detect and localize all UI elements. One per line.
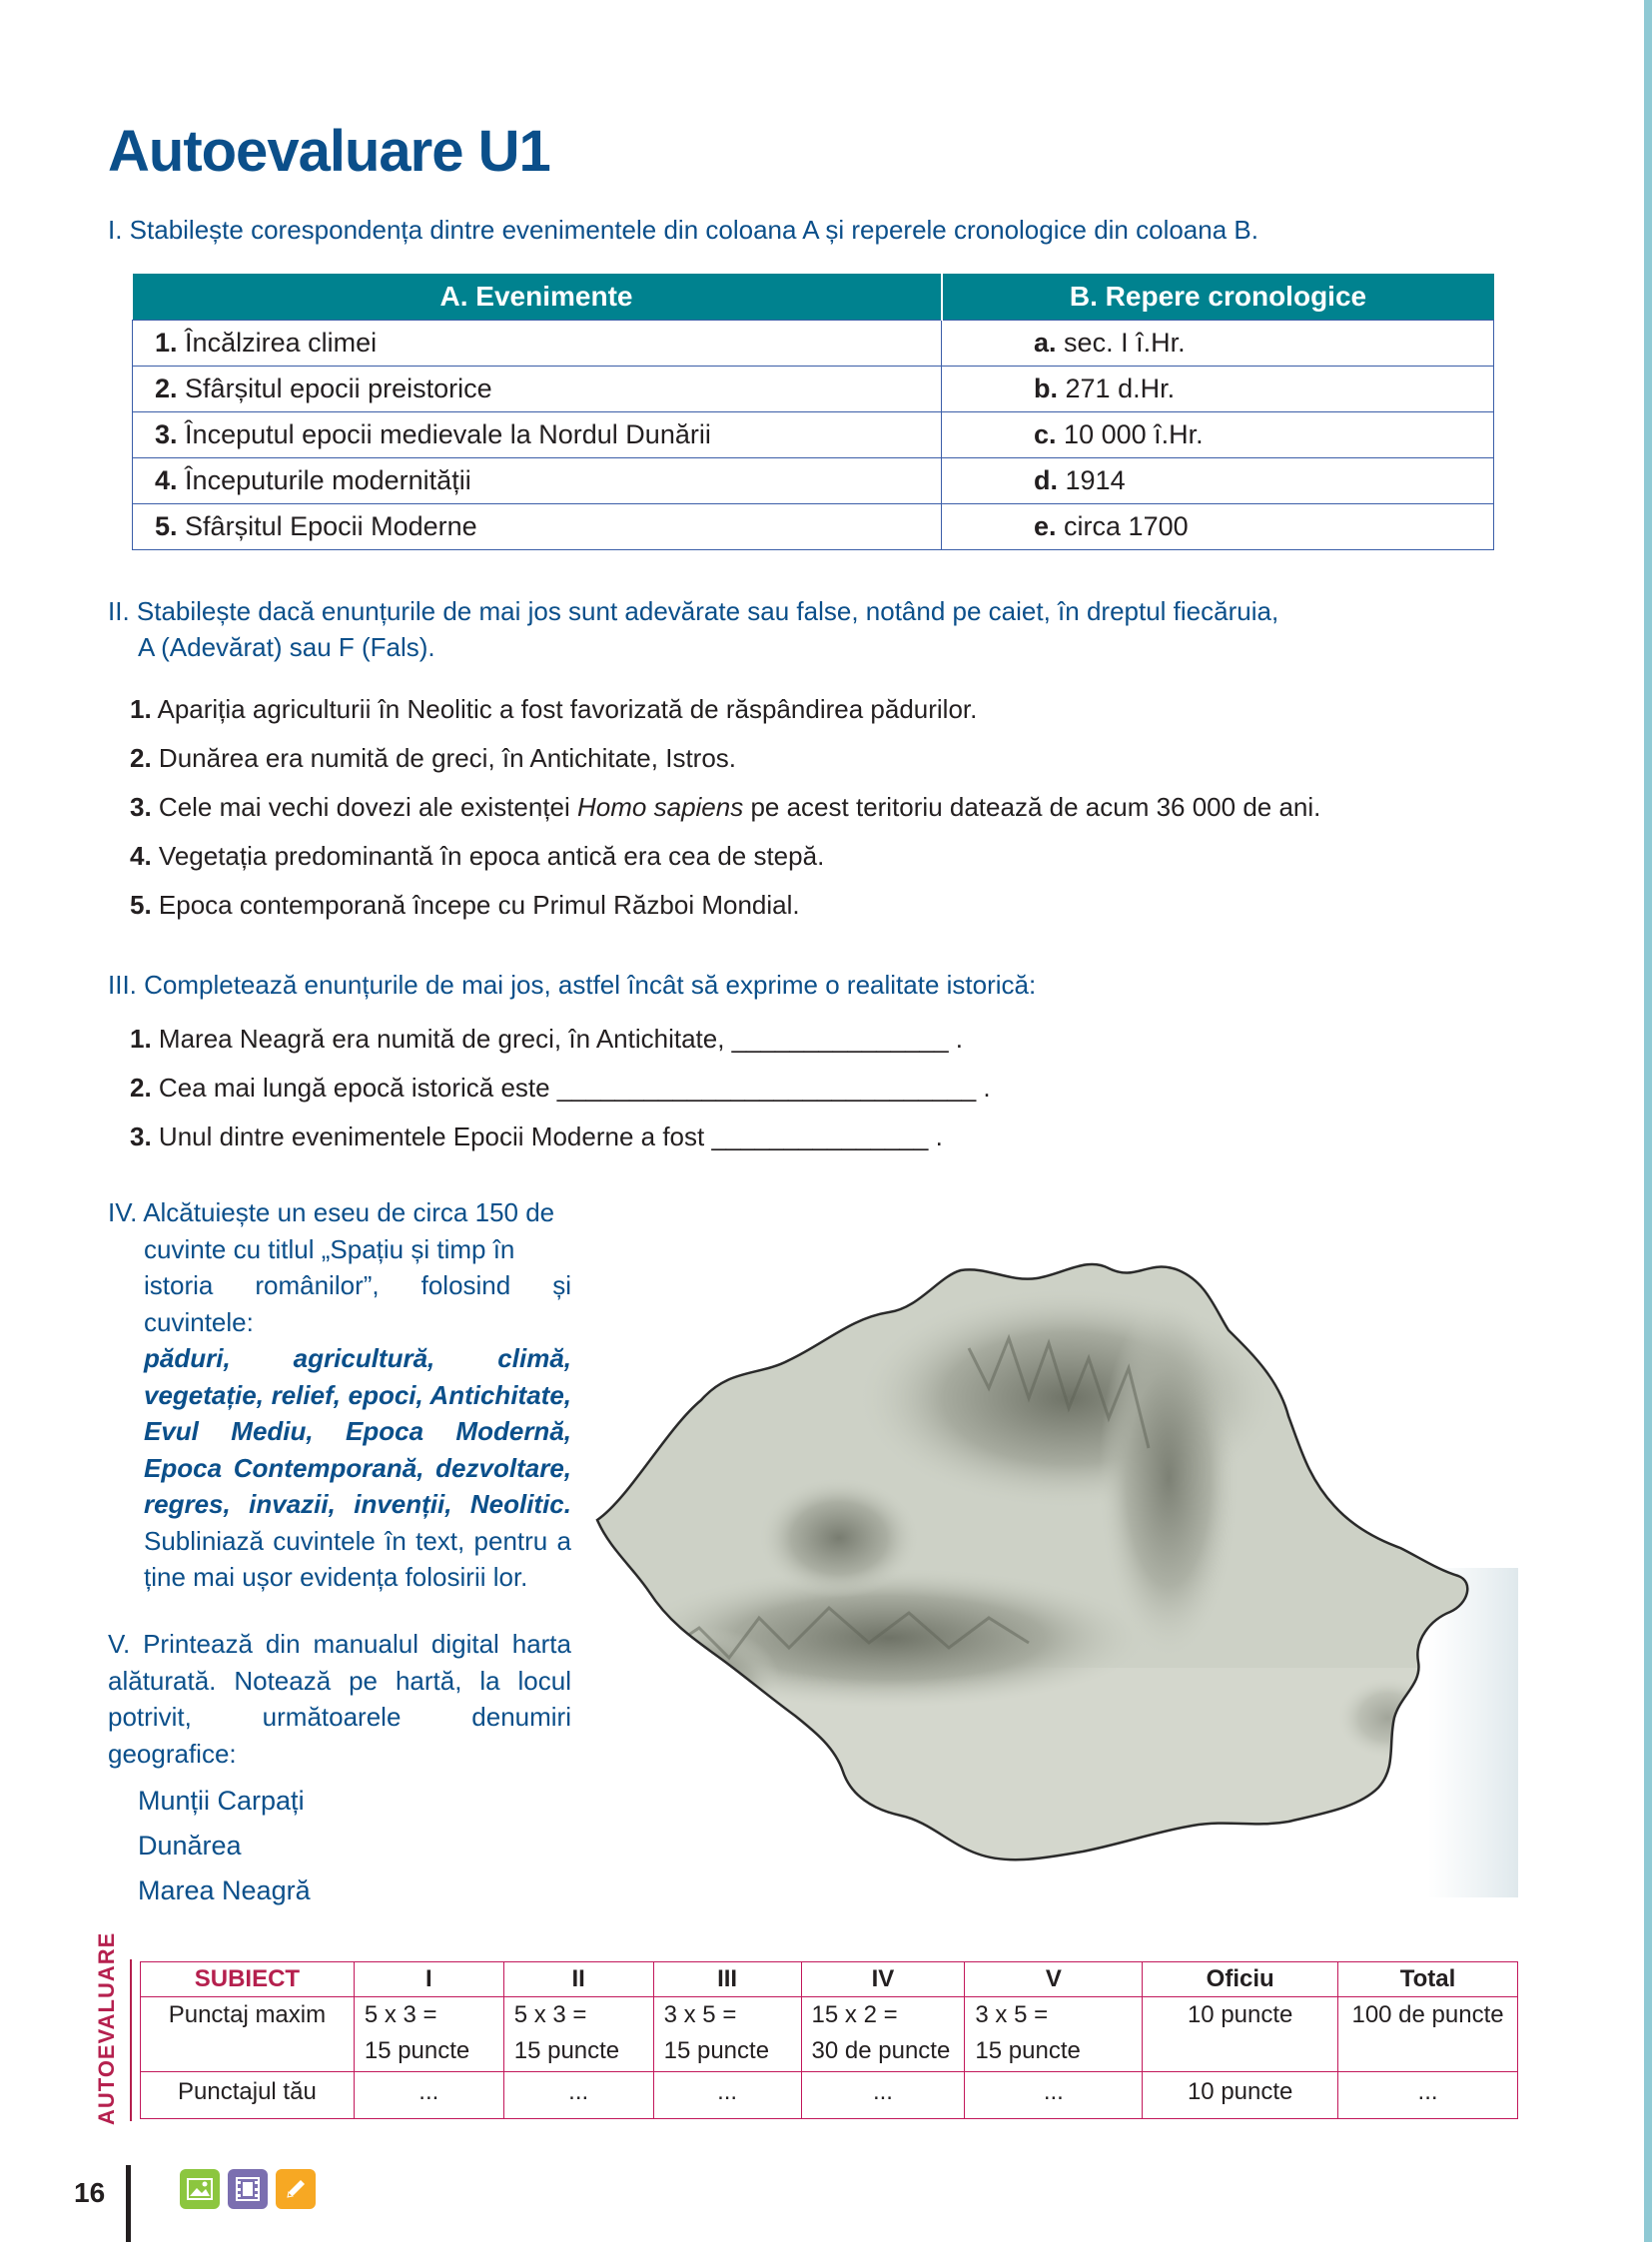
event-text: Începuturile modernității: [185, 465, 471, 495]
row-letter: a.: [1034, 328, 1057, 358]
section1-prompt: I. Stabilește corespondența dintre evenimentele din coloana A și reperele cronologice din coloana B.: [108, 215, 1258, 245]
country-shape: [589, 1248, 1518, 1897]
item-number: 4.: [130, 841, 152, 871]
completion-list: [130, 1019, 991, 1165]
section4-essay-prompt: [108, 1194, 571, 1596]
video-icon[interactable]: [228, 2169, 268, 2209]
your-score-cell: ...: [354, 2072, 503, 2119]
max-formula: 5 x 3 =: [364, 2001, 437, 2028]
header-subiect: SUBIECT: [141, 1962, 355, 1997]
list-item: [130, 836, 1320, 885]
header-v: V: [965, 1962, 1143, 1997]
item-text: Vegetația predominantă în epoca antică era cea de stepă.: [158, 841, 825, 871]
table-row: [133, 504, 1494, 550]
section3-prompt: III. Completează enunțurile de mai jos, astfel încât să exprime o realitate istorică:: [108, 970, 1037, 1000]
your-score-cell: ...: [965, 2072, 1143, 2119]
item-number: 3.: [130, 792, 152, 822]
table-row: [133, 458, 1494, 504]
item-text: Apariția agriculturii în Neolitic a fost favorizată de răspândirea pădurilor.: [157, 694, 978, 724]
max-points: 15 puncte: [364, 2037, 470, 2064]
header-oficiu: Oficiu: [1143, 1962, 1338, 1997]
row-letter: b.: [1034, 374, 1058, 403]
image-icon[interactable]: [180, 2169, 220, 2209]
page-title: Autoevaluare U1: [108, 119, 550, 184]
item-text: Unul dintre evenimentele Epocii Moderne a fost _______________ .: [158, 1121, 943, 1151]
date-text: circa 1700: [1064, 511, 1189, 541]
date-text: 1914: [1065, 465, 1126, 495]
max-points: 15 puncte: [513, 2037, 620, 2064]
item-text-after: pe acest teritoriu datează de acum 36 000 de ani.: [743, 792, 1321, 822]
your-score-cell: ...: [503, 2072, 653, 2119]
item-text: Epoca contemporană începe cu Primul Război Mondial.: [158, 890, 800, 920]
max-cell: [653, 1997, 801, 2072]
list-item: [130, 885, 1320, 934]
pencil-icon[interactable]: [276, 2169, 316, 2209]
table-row: [133, 412, 1494, 458]
geo-name-carpati: Munții Carpați: [138, 1786, 305, 1816]
page-number: 16: [74, 2177, 106, 2208]
digital-resource-icons: [180, 2169, 316, 2209]
row-number: 3.: [155, 419, 178, 449]
section4-keywords: păduri, agricultură, climă, vegetație, relief, epoci, Antichitate, Evul Mediu, Epoca Modernă, Epoca Contemporană, dezvoltare, regres, invazii, invenții, Neolitic.: [144, 1343, 571, 1519]
section5-prompt: V. Printează din manualul digital harta alăturată. Notează pe hartă, la locul potrivit, următoarele denumiri geografice:: [108, 1629, 571, 1769]
max-formula: 5 x 3 =: [513, 2001, 587, 2028]
max-points: 30 de puncte: [811, 2037, 951, 2064]
score-header-row: [141, 1962, 1518, 1997]
header-i: I: [354, 1962, 503, 1997]
autoevaluare-side-label: AUTOEVALUARE: [94, 1931, 119, 2125]
max-score-row: [141, 1997, 1518, 2072]
row-number: 4.: [155, 465, 178, 495]
your-score-cell: ...: [801, 2072, 965, 2119]
item-number: 1.: [130, 694, 152, 724]
event-text: Sfârșitul Epocii Moderne: [185, 511, 477, 541]
table-row: [133, 321, 1494, 367]
correspondence-table: [132, 274, 1494, 550]
item-text-before: Cele mai vechi dovezi ale existenței: [158, 792, 578, 822]
table-row: [133, 367, 1494, 412]
max-cell: [801, 1997, 965, 2072]
header-iii: III: [653, 1962, 801, 1997]
column-b-header: B. Repere cronologice: [942, 274, 1494, 321]
item-number: 2.: [130, 1073, 152, 1103]
item-text-italic: Homo sapiens: [577, 792, 744, 822]
row-letter: e.: [1034, 511, 1057, 541]
column-a-header: A. Evenimente: [133, 274, 942, 321]
event-text: Începutul epocii medievale la Nordul Dunării: [185, 419, 711, 449]
header-iv: IV: [801, 1962, 965, 1997]
romania-relief-map: [589, 1248, 1518, 1897]
score-table: [140, 1961, 1518, 2119]
date-text: 271 d.Hr.: [1065, 374, 1176, 403]
item-number: 3.: [130, 1121, 152, 1151]
your-score-label: Punctajul tău: [141, 2072, 355, 2119]
item-text: Dunărea era numită de greci, în Antichitate, Istros.: [158, 743, 737, 773]
header-total: Total: [1338, 1962, 1518, 1997]
your-oficiu: 10 puncte: [1143, 2072, 1338, 2119]
row-number: 1.: [155, 328, 178, 358]
section2-prompt: [108, 593, 1506, 665]
list-item: [130, 1117, 991, 1165]
section2-prompt-line1: II. Stabilește dacă enunțurile de mai jos sunt adevărate sau false, notând pe caiet, în dreptul fiecăruia,: [108, 596, 1279, 626]
section2-prompt-line2: A (Adevărat) sau F (Fals).: [138, 632, 435, 662]
side-divider: [130, 1959, 132, 2121]
row-number: 2.: [155, 374, 178, 403]
section4-line1: IV. Alcătuiește un eseu de circa 150 de: [108, 1197, 555, 1227]
max-cell: [503, 1997, 653, 2072]
max-formula: 3 x 5 =: [663, 2001, 737, 2028]
list-item: [130, 1068, 991, 1117]
row-letter: d.: [1034, 465, 1058, 495]
geo-name-marea-neagra: Marea Neagră: [138, 1875, 311, 1905]
max-oficiu: 10 puncte: [1143, 1997, 1338, 2072]
item-number: 1.: [130, 1024, 152, 1054]
max-score-label: Punctaj maxim: [141, 1997, 355, 2072]
date-text: sec. I î.Hr.: [1064, 328, 1186, 358]
list-item: [130, 787, 1320, 836]
row-letter: c.: [1034, 419, 1057, 449]
section4-line2: cuvinte cu titlul „Spațiu și timp în: [144, 1233, 515, 1264]
event-text: Încălzirea climei: [185, 328, 378, 358]
max-points: 15 puncte: [663, 2037, 770, 2064]
item-number: 5.: [130, 890, 152, 920]
max-points: 15 puncte: [975, 2037, 1081, 2064]
section4-line3: istoria românilor”, folosind și cuvintele:: [144, 1270, 571, 1337]
true-false-list: [130, 689, 1320, 934]
max-formula: 3 x 5 =: [975, 2001, 1049, 2028]
date-text: 10 000 î.Hr.: [1064, 419, 1204, 449]
list-item: [130, 689, 1320, 738]
max-total: 100 de puncte: [1338, 1997, 1518, 2072]
list-item: [130, 738, 1320, 787]
your-score-cell: ...: [653, 2072, 801, 2119]
max-cell: [354, 1997, 503, 2072]
footer-divider: [126, 2165, 131, 2242]
item-text: Cea mai lungă epocă istorică este _____________________________ .: [158, 1073, 991, 1103]
max-cell: [965, 1997, 1143, 2072]
apuseni-relief: [759, 1478, 919, 1598]
max-formula: 15 x 2 =: [811, 2001, 898, 2028]
row-number: 5.: [155, 511, 178, 541]
your-score-row: [141, 2072, 1518, 2119]
your-total: ...: [1338, 2072, 1518, 2119]
event-text: Sfârșitul epocii preistorice: [185, 374, 492, 403]
right-edge-stripe: [1644, 0, 1652, 2242]
item-number: 2.: [130, 743, 152, 773]
geo-name-dunarea: Dunărea: [138, 1831, 242, 1861]
section4-tail: Subliniază cuvintele în text, pentru a ține mai ușor evidența folosirii lor.: [144, 1525, 571, 1592]
header-ii: II: [503, 1962, 653, 1997]
item-text: Marea Neagră era numită de greci, în Antichitate, _______________ .: [158, 1024, 964, 1054]
list-item: [130, 1019, 991, 1068]
